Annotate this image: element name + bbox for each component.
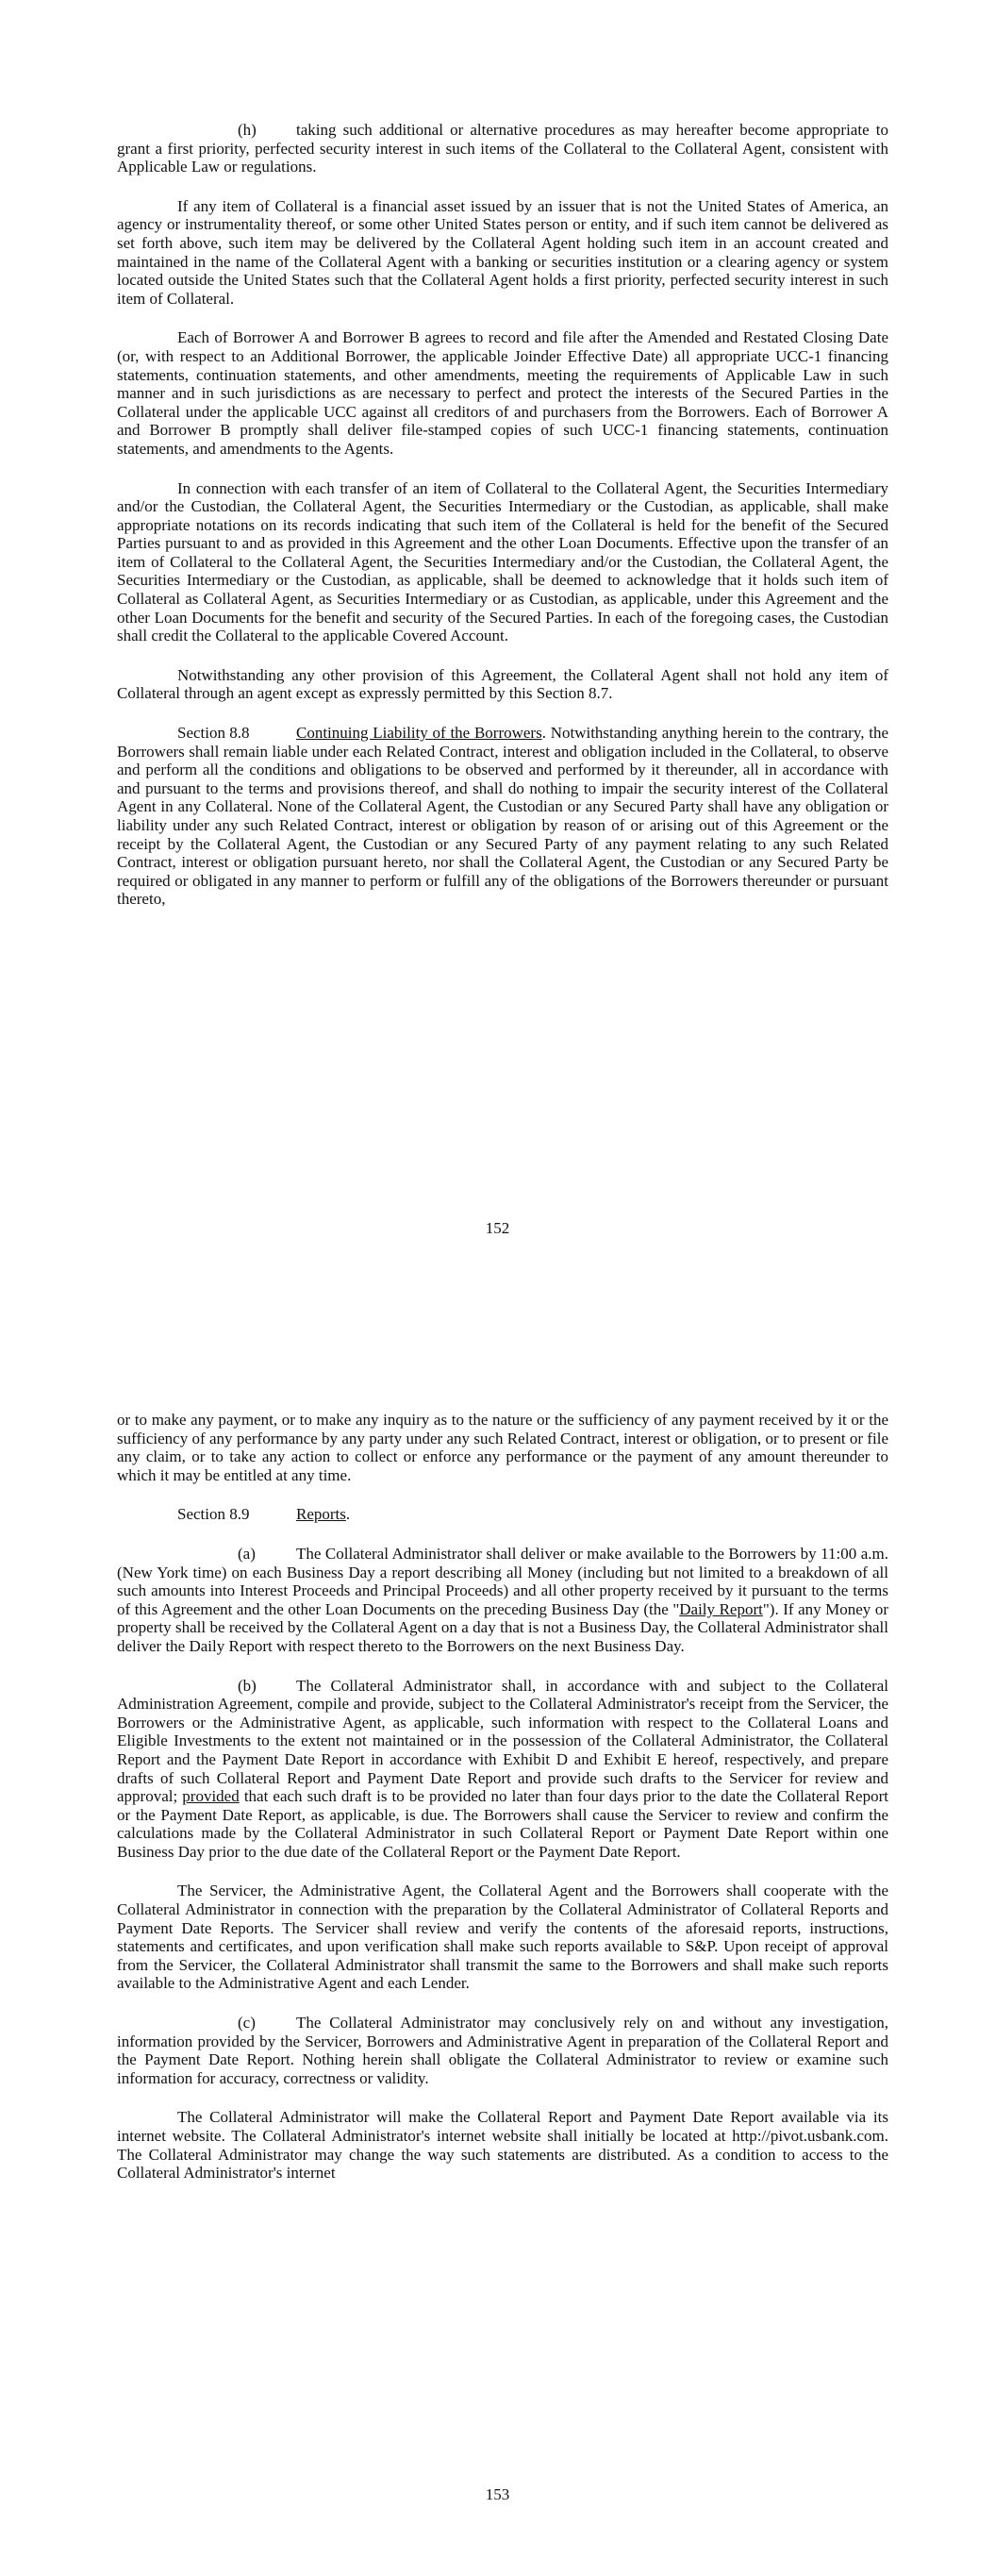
clause-text-1: The Collateral Administrator shall, in accordance with and subject to the Collateral Administration Agreement, compile and provide, subject to the Collateral Administrator's receipt from the Servicer, the Borrowers or the Administrative Agent, as applicable, such information with respect to the Collateral Loans and Eligible Investments to the extent not maintained or in the possession of the Collateral Administrator, the Collateral Report and the Payment Date Report in accordance with Exhibit D and Exhibit E hereof, respectively, and prepare drafts of such Collateral Report and Payment Date Report and provide such drafts to the Servicer for review and approval; (117, 1676, 888, 1806)
section-8-8 (117, 724, 888, 909)
section-text: . Notwithstanding anything herein to the contrary, the Borrowers shall remain liable under each Related Contract, interest and obligation included in the Collateral, to observe and perform all the conditions and obligations to be observed and performed by it thereunder, all in accordance with and pursuant to the terms and provisions thereof, and shall do nothing to impair the security interest of the Collateral Agent in any Collateral. None of the Collateral Agent, the Custodian or any Secured Party shall have any obligation or liability under any such Related Contract, interest or obligation by reason of or arising out of this Agreement or the receipt by the Collateral Agent, the Custodian or any Secured Party of any payment relating to any such Related Contract, interest or obligation pursuant hereto, nor shall the Collateral Agent, the Custodian or any Secured Party be required or obligated in any manner to perform or fulfill any of the obligations of the Borrowers thereunder or pursuant thereto, (117, 724, 888, 909)
page-body (117, 121, 888, 929)
paragraph-foreign-collateral: If any item of Collateral is a financial asset issued by an issuer that is not the United States of America, an agency or instrumentality thereof, or some other United States person or entity, and if such item cannot be delivered as set forth above, such item may be delivered by the Collateral Agent holding such item in an account created and maintained in the name of the Collateral Agent with a banking or securities institution or a clearing agency or system located outside the United States such that the Collateral Agent holds a first priority, perfected security interest in such item of Collateral. (117, 196, 888, 308)
clause-label: (b) (238, 1676, 257, 1695)
clause-label: (c) (238, 2014, 256, 2032)
section-period: . (345, 1505, 351, 1524)
clause-text-1: The Collateral Administrator shall deliver or make available to the Borrowers by 11:00 a.m. (New York time) on each Business Day a report describing all Money (including but not limited to a breakdown of all such amounts into Interest Proceeds and Principal Proceeds) and all other property received by it pursuant to the terms of this Agreement and the other Loan Documents on the preceding Business Day (the " (117, 1544, 888, 1618)
section-8-9-heading (117, 1505, 888, 1524)
clause-text-2: "). If any Money or property shall be received by the Collateral Agent on a day that is not a Business Day, the Collateral Administrator shall deliver the Daily Report with respect thereto to the Borrowers on the next Business Day. (117, 1599, 889, 1655)
provided-term: provided (182, 1787, 240, 1806)
continuation-paragraph: or to make any payment, or to make any inquiry as to the nature or the sufficiency of any payment received by it or the sufficiency of any performance by any party under any such Related Contract, interest or obligation, or to present or file any claim, or to take any action to collect or enforce any performance or the payment of any amount thereunder to which it may be entitled at any time. (117, 1411, 888, 1484)
paragraph-agent-holding: Notwithstanding any other provision of this Agreement, the Collateral Agent shall not hold any item of Collateral through an agent except as expressly permitted by this Section 8.7. (117, 665, 888, 703)
clause-text-2: that each such draft is to be provided no later than four days prior to the date the Collateral Report or the Payment Date Report, as applicable, is due. The Borrowers shall cause the Servicer to review and confirm the calculations made by the Collateral Administrator in such Collateral Report or Payment Date Report within one Business Day prior to the due date of the Collateral Report or the Payment Date Report. (117, 1787, 888, 1861)
section-heading: Continuing Liability of the Borrowers (296, 724, 542, 743)
paragraph-transfer-notations: In connection with each transfer of an item of Collateral to the Collateral Agent, the Securities Intermediary and/or the Custodian, the Collateral Agent, the Securities Intermediary or the Custodian, as applicable, shall make appropriate notations on its records indicating that such item of the Collateral is held for the benefit of the Secured Parties pursuant to and as provided in this Agreement and the other Loan Documents. Effective upon the transfer of an item of Collateral to the Collateral Agent, the Securities Intermediary and/or the Custodian, the Collateral Agent, the Securities Intermediary or the Custodian, as applicable, shall be deemed to acknowledge that it holds such item of Collateral as Collateral Agent, as Securities Intermediary or as Custodian, as applicable, under this Agreement and the other Loan Documents for the benefit and security of the Secured Parties. In each of the foregoing cases, the Custodian shall credit the Collateral to the applicable Covered Account. (117, 478, 888, 645)
page-break (0, 1293, 995, 1378)
clause-text: taking such additional or alternative procedures as may hereafter become appropriate to grant a first priority, perfected security interest in such items of the Collateral to the Collateral Agent, consistent with Applicable Law or regulations. (117, 121, 888, 176)
paragraph-a (117, 1545, 888, 1656)
page-number: 152 (485, 1219, 510, 1237)
defined-term: Daily Report (679, 1599, 763, 1618)
paragraph-c (117, 2014, 888, 2087)
paragraph-h (117, 121, 888, 176)
section-number: Section 8.9 (177, 1505, 250, 1524)
clause-label: (h) (238, 121, 257, 139)
page-body (117, 1411, 888, 2203)
document-page-153 (0, 1378, 995, 2576)
clause-text: The Collateral Administrator may conclusively rely on and without any investigation, information provided by the Servicer, Borrowers and Administrative Agent in preparation of the Collateral Report and the Payment Date Report. Nothing herein shall obligate the Collateral Administrator to review or examine such information for accuracy, correctness or validity. (117, 2014, 888, 2087)
section-number: Section 8.8 (177, 724, 250, 743)
page-number: 153 (485, 2485, 510, 2503)
section-heading: Reports (296, 1505, 346, 1524)
paragraph-servicer: The Servicer, the Administrative Agent, the Collateral Agent and the Borrowers shall cooperate with the Collateral Administrator in connection with the preparation by the Collateral Administrator of Collateral Reports and Payment Date Reports. The Servicer shall review and verify the contents of the aforesaid reports, instructions, statements and certificates, and upon verification shall make such reports available to S&P. Upon receipt of approval from the Servicer, the Collateral Administrator shall transmit the same to the Borrowers and shall make such reports available to the Administrative Agent and each Lender. (117, 1882, 888, 1993)
paragraph-b (117, 1677, 888, 1862)
paragraph-website: The Collateral Administrator will make the Collateral Report and Payment Date Report available via its internet website. The Collateral Administrator's internet website shall initially be located at http://pivot.usbank.com. The Collateral Administrator may change the way such statements are distributed. As a condition to access to the Collateral Administrator's internet (117, 2108, 888, 2183)
clause-label: (a) (238, 1544, 256, 1563)
paragraph-ucc-filings: Each of Borrower A and Borrower B agrees to record and file after the Amended and Restated Closing Date (or, with respect to an Additional Borrower, the applicable Joinder Effective Date) all appropriate UCC-1 financing statements, continuation statements, and other amendments, meeting the requirements of Applicable Law in such manner and in such jurisdictions as are necessary to perfect and protect the interests of the Secured Parties in the Collateral under the applicable UCC against all creditors of and purchasers from the Borrowers. Each of Borrower A and Borrower B promptly shall deliver file-stamped copies of such UCC-1 financing statements, continuation statements, and amendments to the Agents. (117, 328, 888, 458)
